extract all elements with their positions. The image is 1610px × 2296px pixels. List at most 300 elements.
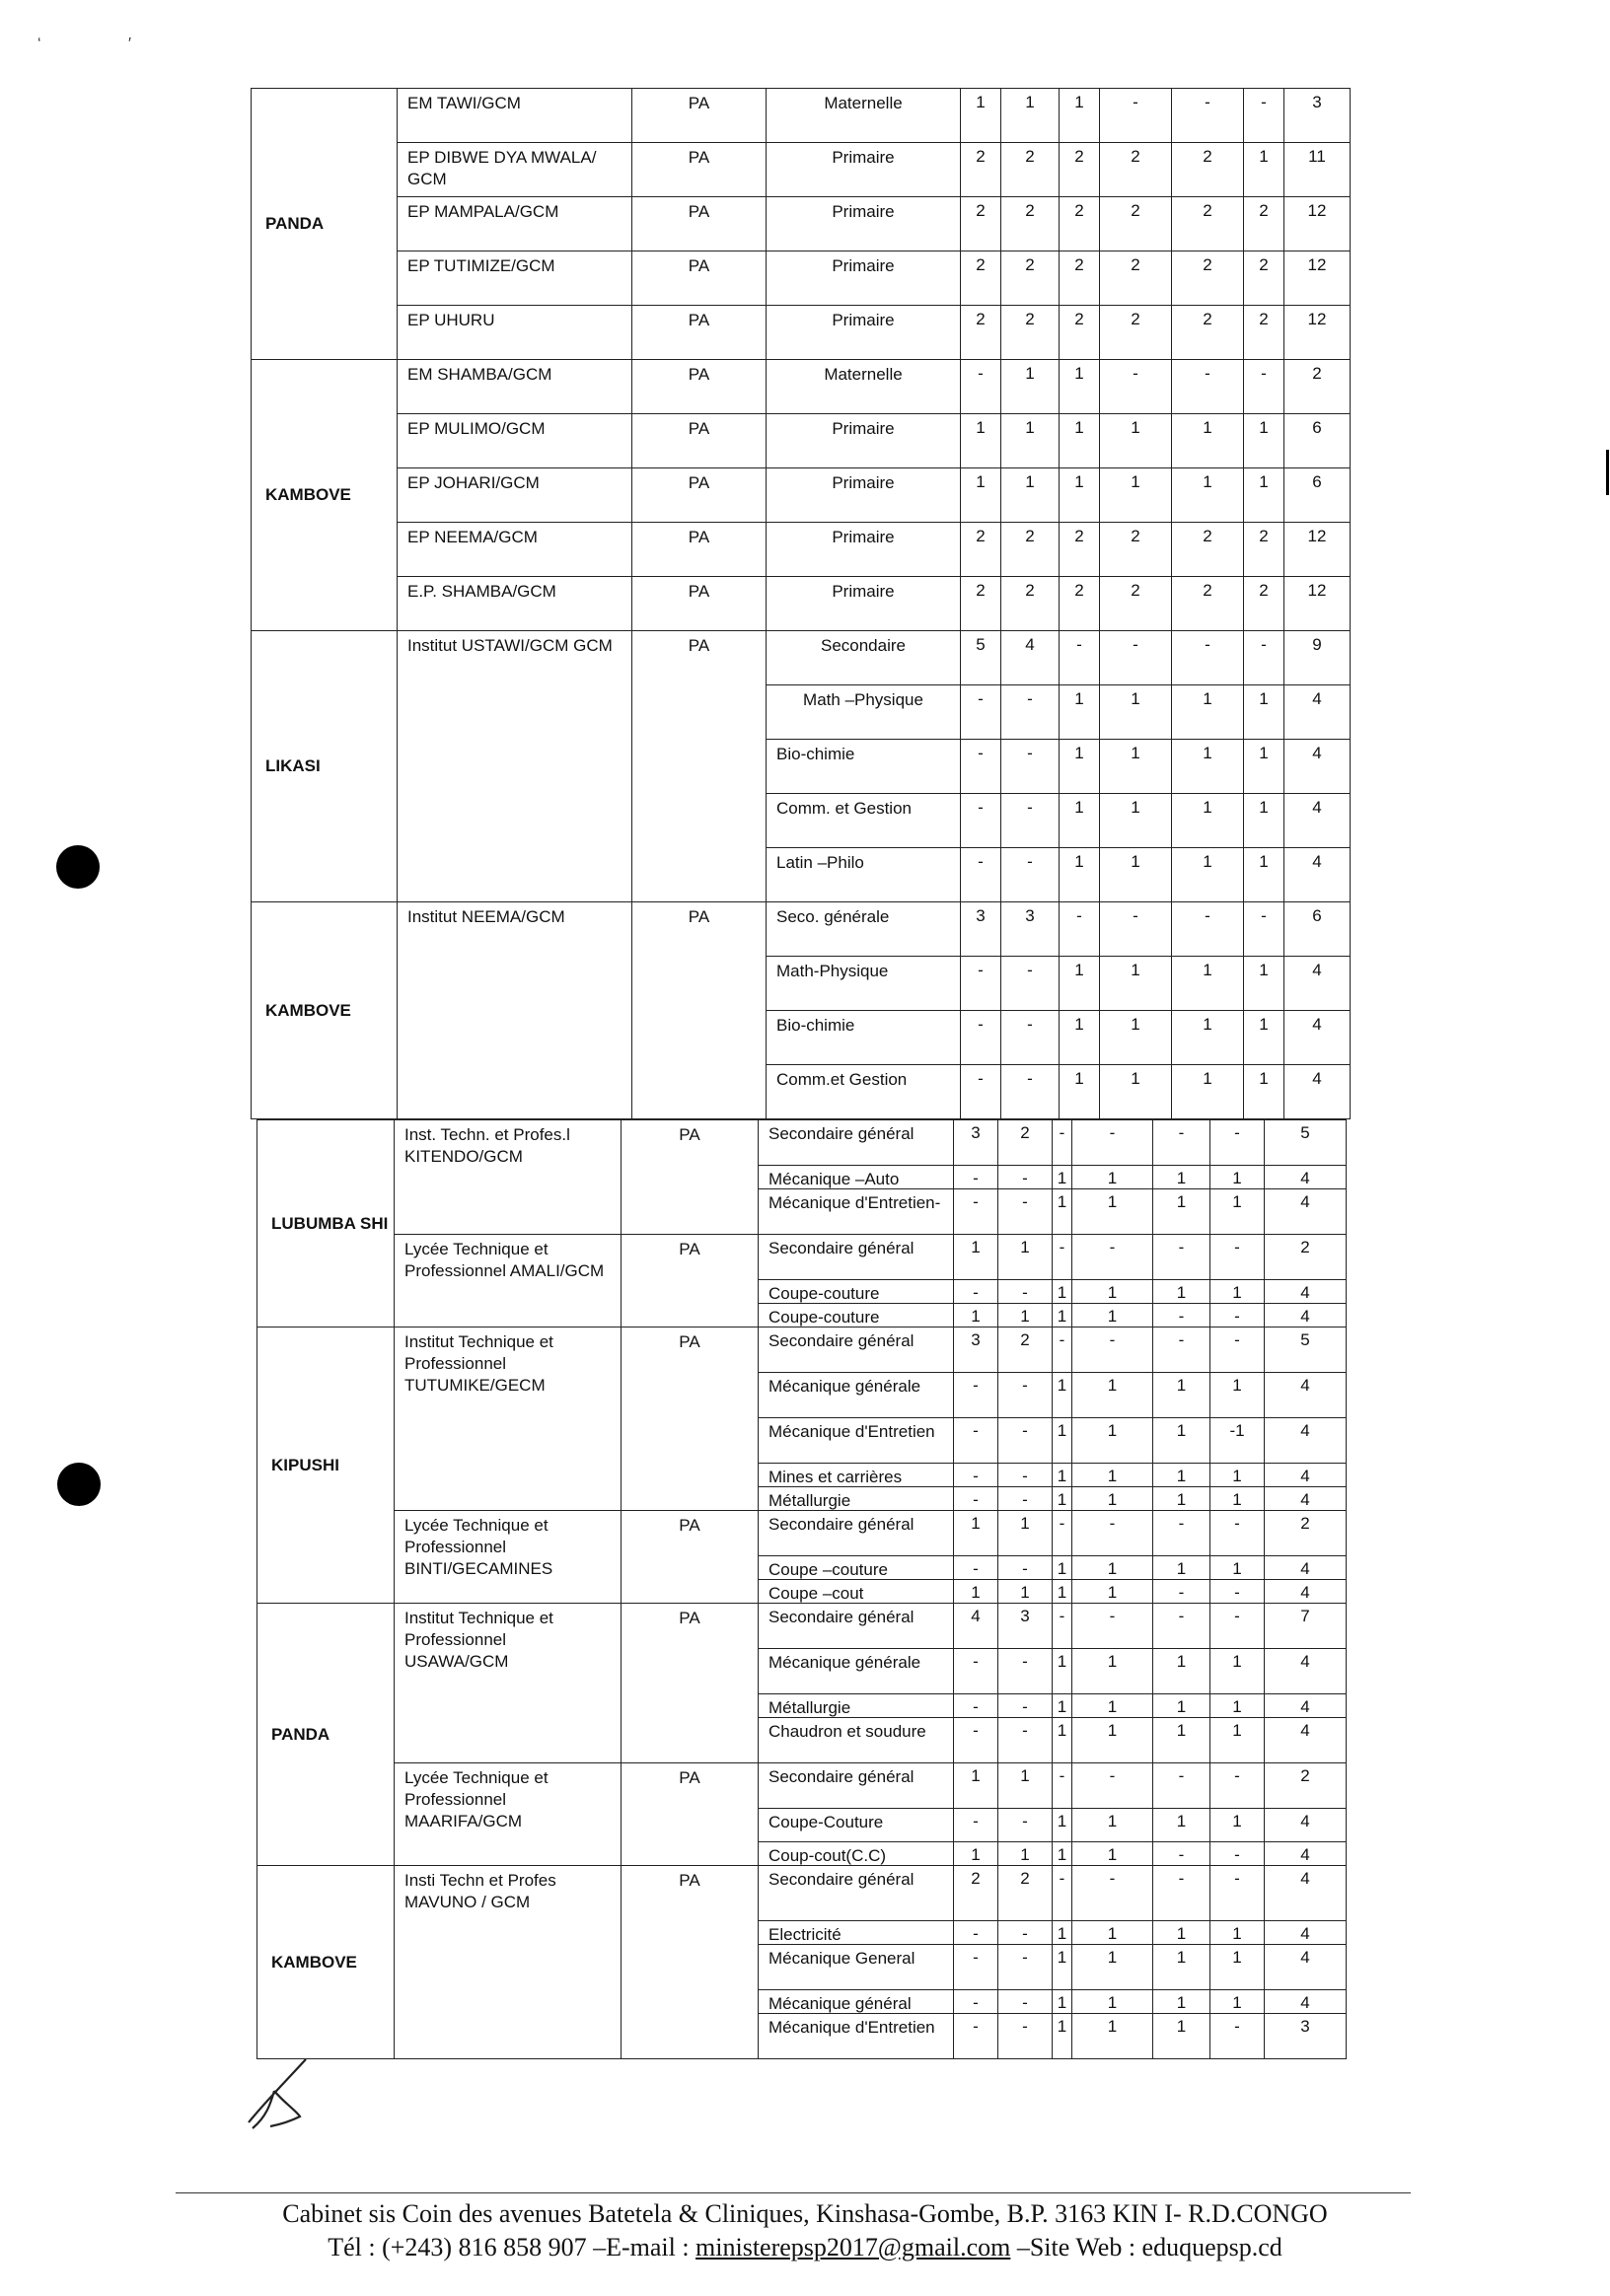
count-cell: 1 xyxy=(1153,2014,1210,2059)
table-row xyxy=(252,197,1351,251)
count-cell: 1 xyxy=(1060,468,1100,523)
count-cell: - xyxy=(998,1649,1053,1694)
count-cell: 1 xyxy=(1244,468,1284,523)
regime-cell: PA xyxy=(632,89,767,143)
count-cell: 1 xyxy=(1210,1694,1265,1718)
count-cell: 1 xyxy=(1072,1487,1153,1511)
count-cell: 1 xyxy=(1053,2014,1072,2059)
count-cell: - xyxy=(998,1945,1053,1990)
count-cell: 2 xyxy=(1100,577,1172,631)
count-cell: 4 xyxy=(1001,631,1060,685)
count-cell: 1 xyxy=(1210,1945,1265,1990)
count-cell: 6 xyxy=(1284,468,1351,523)
regime-cell: PA xyxy=(622,1604,759,1763)
count-cell: 2 xyxy=(1060,143,1100,197)
school-name-cell: Insti Techn et Profes MAVUNO / GCM xyxy=(395,1866,622,2059)
count-cell: 4 xyxy=(1265,1694,1347,1718)
table-row xyxy=(257,1235,1347,1280)
count-cell: - xyxy=(1244,360,1284,414)
count-cell: 2 xyxy=(1100,306,1172,360)
count-cell: - xyxy=(998,2014,1053,2059)
count-cell: 1 xyxy=(1072,1694,1153,1718)
count-cell: 2 xyxy=(961,306,1001,360)
count-cell: 1 xyxy=(1100,468,1172,523)
region-cell: KAMBOVE xyxy=(252,902,398,1119)
count-cell: 2 xyxy=(1001,143,1060,197)
count-cell: 1 xyxy=(1053,1487,1072,1511)
count-cell: 12 xyxy=(1284,306,1351,360)
count-cell: 1 xyxy=(961,89,1001,143)
count-cell: 1 xyxy=(1072,1718,1153,1763)
count-cell: - xyxy=(998,1990,1053,2014)
count-cell: - xyxy=(1001,957,1060,1011)
count-cell: 6 xyxy=(1284,414,1351,468)
count-cell: 4 xyxy=(1265,1990,1347,2014)
count-cell: 2 xyxy=(1265,1235,1347,1280)
count-cell: 1 xyxy=(1053,1556,1072,1580)
count-cell: - xyxy=(1053,1866,1072,1921)
school-name-cell: EP MAMPALA/GCM xyxy=(398,197,632,251)
count-cell: 1 xyxy=(998,1304,1053,1327)
count-cell: - xyxy=(998,1418,1053,1464)
count-cell: 1 xyxy=(1001,468,1060,523)
count-cell: - xyxy=(998,1921,1053,1945)
count-cell: 2 xyxy=(1244,197,1284,251)
count-cell: 1 xyxy=(1072,1373,1153,1418)
count-cell: 1 xyxy=(998,1580,1053,1604)
count-cell: 4 xyxy=(1265,1866,1347,1921)
scan-mark: ‘ xyxy=(37,36,41,52)
count-cell: 4 xyxy=(1284,794,1351,848)
count-cell: 6 xyxy=(1284,902,1351,957)
table-row xyxy=(257,1604,1347,1649)
regime-cell: PA xyxy=(632,577,767,631)
table-row xyxy=(252,360,1351,414)
scan-mark: ′ xyxy=(128,36,131,52)
count-cell: 3 xyxy=(1265,2014,1347,2059)
count-cell: 1 xyxy=(1060,1011,1100,1065)
count-cell: - xyxy=(954,1373,998,1418)
count-cell: 1 xyxy=(1244,685,1284,740)
count-cell: 1 xyxy=(1172,685,1244,740)
table-row xyxy=(252,577,1351,631)
count-cell: - xyxy=(1153,1580,1210,1604)
regime-cell: PA xyxy=(632,251,767,306)
section-cell: Primaire xyxy=(767,143,961,197)
count-cell: - xyxy=(1153,1842,1210,1866)
count-cell: 1 xyxy=(1001,414,1060,468)
count-cell: 1 xyxy=(1172,957,1244,1011)
count-cell: 1 xyxy=(1172,1011,1244,1065)
count-cell: 2 xyxy=(1100,143,1172,197)
table-row xyxy=(257,1866,1347,1921)
count-cell: 1 xyxy=(1053,1945,1072,1990)
count-cell: 1 xyxy=(1072,1842,1153,1866)
count-cell: 1 xyxy=(1072,2014,1153,2059)
count-cell: 1 xyxy=(1001,360,1060,414)
school-name-cell: EM TAWI/GCM xyxy=(398,89,632,143)
count-cell: - xyxy=(1210,1511,1265,1556)
count-cell: 1 xyxy=(1210,1921,1265,1945)
count-cell: - xyxy=(1072,1120,1153,1166)
regime-cell: PA xyxy=(632,414,767,468)
count-cell: - xyxy=(1053,1327,1072,1373)
section-cell: Chaudron et soudure xyxy=(759,1718,954,1763)
count-cell: - xyxy=(998,1556,1053,1580)
regime-cell: PA xyxy=(622,1327,759,1511)
count-cell: 1 xyxy=(1210,1280,1265,1304)
section-cell: Maternelle xyxy=(767,360,961,414)
regime-cell: PA xyxy=(632,468,767,523)
regime-cell: PA xyxy=(632,360,767,414)
count-cell: 2 xyxy=(1060,523,1100,577)
section-cell: Mécanique –Auto xyxy=(759,1166,954,1189)
count-cell: - xyxy=(1053,1120,1072,1166)
count-cell: 1 xyxy=(998,1842,1053,1866)
count-cell: 2 xyxy=(1100,251,1172,306)
section-cell: Secondaire général xyxy=(759,1327,954,1373)
section-cell: Math –Physique xyxy=(767,685,961,740)
count-cell: 1 xyxy=(1053,1464,1072,1487)
count-cell: - xyxy=(1172,631,1244,685)
section-cell: Primaire xyxy=(767,197,961,251)
count-cell: 1 xyxy=(1100,414,1172,468)
count-cell: - xyxy=(998,1694,1053,1718)
school-name-cell: EP JOHARI/GCM xyxy=(398,468,632,523)
count-cell: 3 xyxy=(998,1604,1053,1649)
count-cell: 2 xyxy=(1172,523,1244,577)
count-cell: - xyxy=(1210,1327,1265,1373)
count-cell: - xyxy=(954,1649,998,1694)
count-cell: 3 xyxy=(954,1327,998,1373)
count-cell: - xyxy=(961,794,1001,848)
count-cell: 2 xyxy=(1001,523,1060,577)
count-cell: 1 xyxy=(1153,1718,1210,1763)
count-cell: 2 xyxy=(1172,251,1244,306)
count-cell: 2 xyxy=(998,1120,1053,1166)
school-name-cell: EM SHAMBA/GCM xyxy=(398,360,632,414)
count-cell: 4 xyxy=(1265,1280,1347,1304)
region-cell: LIKASI xyxy=(252,631,398,902)
regime-cell: PA xyxy=(632,143,767,197)
count-cell: 2 xyxy=(954,1866,998,1921)
section-cell: Secondaire général xyxy=(759,1120,954,1166)
school-name-cell: Lycée Technique et Professionnel BINTI/GECAMINES xyxy=(395,1511,622,1604)
section-cell: Bio-chimie xyxy=(767,1011,961,1065)
count-cell: - xyxy=(1001,848,1060,902)
count-cell: - xyxy=(954,1990,998,2014)
count-cell: 1 xyxy=(1153,1418,1210,1464)
section-cell: Seco. générale xyxy=(767,902,961,957)
regime-cell: PA xyxy=(622,1511,759,1604)
count-cell: 2 xyxy=(1284,360,1351,414)
count-cell: 4 xyxy=(1265,1166,1347,1189)
count-cell: 1 xyxy=(1100,1065,1172,1119)
count-cell: 1 xyxy=(1072,1464,1153,1487)
count-cell: - xyxy=(954,1166,998,1189)
count-cell: 4 xyxy=(1284,685,1351,740)
count-cell: - xyxy=(954,1418,998,1464)
count-cell: 1 xyxy=(1244,957,1284,1011)
section-cell: Métallurgie xyxy=(759,1694,954,1718)
count-cell: 4 xyxy=(1265,1556,1347,1580)
count-cell: 1 xyxy=(961,468,1001,523)
count-cell: - xyxy=(961,360,1001,414)
count-cell: 12 xyxy=(1284,251,1351,306)
table-row xyxy=(257,1327,1347,1373)
section-cell: Coupe-couture xyxy=(759,1280,954,1304)
count-cell: 1 xyxy=(1072,1189,1153,1235)
count-cell: 4 xyxy=(1265,1649,1347,1694)
count-cell: - xyxy=(1053,1604,1072,1649)
count-cell: - xyxy=(1210,1866,1265,1921)
section-cell: Comm. et Gestion xyxy=(767,794,961,848)
count-cell: 1 xyxy=(1153,1809,1210,1842)
count-cell: - xyxy=(954,1945,998,1990)
count-cell: - xyxy=(1001,685,1060,740)
count-cell: 4 xyxy=(1265,1921,1347,1945)
regime-cell: PA xyxy=(632,197,767,251)
table-row xyxy=(252,306,1351,360)
count-cell: 2 xyxy=(1172,306,1244,360)
count-cell: - xyxy=(1210,1304,1265,1327)
footer-website: –Site Web : eduquepsp.cd xyxy=(1010,2233,1282,2261)
count-cell: 1 xyxy=(1053,1166,1072,1189)
region-cell: KAMBOVE xyxy=(252,360,398,631)
section-cell: Primaire xyxy=(767,523,961,577)
count-cell: 1 xyxy=(1100,740,1172,794)
count-cell: 7 xyxy=(1265,1604,1347,1649)
count-cell: - xyxy=(954,1556,998,1580)
schools-table-upper xyxy=(251,88,1351,1119)
count-cell: - xyxy=(998,1487,1053,1511)
section-cell: Secondaire xyxy=(767,631,961,685)
count-cell: - xyxy=(961,1065,1001,1119)
count-cell: 2 xyxy=(961,197,1001,251)
count-cell: 2 xyxy=(1244,577,1284,631)
regime-cell: PA xyxy=(632,631,767,902)
section-cell: Coupe –couture xyxy=(759,1556,954,1580)
table-row xyxy=(252,468,1351,523)
count-cell: 1 xyxy=(1100,794,1172,848)
count-cell: 1 xyxy=(1153,1649,1210,1694)
section-cell: Mécanique d'Entretien- xyxy=(759,1189,954,1235)
count-cell: 1 xyxy=(1060,957,1100,1011)
count-cell: - xyxy=(954,1809,998,1842)
region-cell: LUBUMBA SHI xyxy=(257,1120,395,1327)
count-cell: - xyxy=(1001,1011,1060,1065)
school-name-cell: EP NEEMA/GCM xyxy=(398,523,632,577)
count-cell: - xyxy=(1153,1235,1210,1280)
count-cell: 1 xyxy=(1244,1065,1284,1119)
count-cell: - xyxy=(1210,1763,1265,1809)
table-row xyxy=(252,89,1351,143)
count-cell: - xyxy=(1153,1604,1210,1649)
count-cell: 1 xyxy=(1100,1011,1172,1065)
count-cell: - xyxy=(1210,2014,1265,2059)
count-cell: 2 xyxy=(998,1327,1053,1373)
section-cell: Secondaire général xyxy=(759,1511,954,1556)
count-cell: - xyxy=(1153,1866,1210,1921)
footer-phone: Tél : (+243) 816 858 907 –E-mail : xyxy=(328,2233,696,2261)
count-cell: 12 xyxy=(1284,197,1351,251)
count-cell: 5 xyxy=(1265,1327,1347,1373)
count-cell: - xyxy=(998,1464,1053,1487)
count-cell: 1 xyxy=(1210,1990,1265,2014)
school-name-cell: Institut Technique et Professionnel TUTUMIKE/GECM xyxy=(395,1327,622,1511)
count-cell: 1 xyxy=(1210,1649,1265,1694)
count-cell: 4 xyxy=(1265,1373,1347,1418)
section-cell: Coupe-couture xyxy=(759,1304,954,1327)
school-name-cell: Institut USTAWI/GCM GCM xyxy=(398,631,632,902)
school-name-cell: EP MULIMO/GCM xyxy=(398,414,632,468)
section-cell: Coup-cout(C.C) xyxy=(759,1842,954,1866)
count-cell: - xyxy=(954,1921,998,1945)
section-cell: Métallurgie xyxy=(759,1487,954,1511)
section-cell: Mines et carrières xyxy=(759,1464,954,1487)
count-cell: 12 xyxy=(1284,577,1351,631)
count-cell: 1 xyxy=(1072,1649,1153,1694)
count-cell: 1 xyxy=(1060,685,1100,740)
footer-contacts xyxy=(0,2233,1610,2262)
count-cell: 1 xyxy=(1210,1373,1265,1418)
count-cell: 1 xyxy=(1210,1809,1265,1842)
count-cell: 1 xyxy=(1153,1373,1210,1418)
count-cell: 1 xyxy=(1210,1487,1265,1511)
count-cell: 4 xyxy=(1284,740,1351,794)
count-cell: - xyxy=(1153,1763,1210,1809)
count-cell: - xyxy=(1001,740,1060,794)
count-cell: 4 xyxy=(1265,1580,1347,1604)
count-cell: 1 xyxy=(1053,1990,1072,2014)
count-cell: - xyxy=(1153,1304,1210,1327)
table-row xyxy=(252,143,1351,197)
section-cell: Mécanique générale xyxy=(759,1373,954,1418)
count-cell: 1 xyxy=(1072,1556,1153,1580)
count-cell: 4 xyxy=(1265,1718,1347,1763)
count-cell: - xyxy=(1060,902,1100,957)
school-name-cell: EP TUTIMIZE/GCM xyxy=(398,251,632,306)
count-cell: 2 xyxy=(1060,577,1100,631)
count-cell: 1 xyxy=(1072,1580,1153,1604)
count-cell: 2 xyxy=(1060,251,1100,306)
count-cell: 5 xyxy=(1265,1120,1347,1166)
count-cell: - xyxy=(1100,360,1172,414)
count-cell: 2 xyxy=(1172,143,1244,197)
section-cell: Mécanique général xyxy=(759,1990,954,2014)
school-name-cell: Lycée Technique et Professionnel AMALI/GCM xyxy=(395,1235,622,1327)
count-cell: 2 xyxy=(1244,306,1284,360)
count-cell: - xyxy=(1210,1120,1265,1166)
table-row xyxy=(252,902,1351,957)
count-cell: 12 xyxy=(1284,523,1351,577)
count-cell: 1 xyxy=(1053,1304,1072,1327)
regime-cell: PA xyxy=(632,902,767,1119)
count-cell: 2 xyxy=(961,251,1001,306)
count-cell: 1 xyxy=(1100,848,1172,902)
section-cell: Maternelle xyxy=(767,89,961,143)
count-cell: 1 xyxy=(1060,794,1100,848)
region-cell: PANDA xyxy=(257,1604,395,1866)
count-cell: 2 xyxy=(961,143,1001,197)
count-cell: 1 xyxy=(1060,740,1100,794)
count-cell: 1 xyxy=(1053,1580,1072,1604)
count-cell: 1 xyxy=(1210,1718,1265,1763)
section-cell: Electricité xyxy=(759,1921,954,1945)
count-cell: - xyxy=(1244,631,1284,685)
section-cell: Latin –Philo xyxy=(767,848,961,902)
count-cell: 1 xyxy=(1172,1065,1244,1119)
count-cell: - xyxy=(1053,1763,1072,1809)
count-cell: 4 xyxy=(954,1604,998,1649)
count-cell: - xyxy=(961,957,1001,1011)
section-cell: Secondaire général xyxy=(759,1235,954,1280)
count-cell: 1 xyxy=(1060,360,1100,414)
count-cell: 1 xyxy=(1072,1418,1153,1464)
count-cell: 1 xyxy=(1072,1990,1153,2014)
count-cell: 4 xyxy=(1265,1487,1347,1511)
section-cell: Mécanique générale xyxy=(759,1649,954,1694)
count-cell: - xyxy=(961,685,1001,740)
count-cell: 2 xyxy=(1001,577,1060,631)
count-cell: 1 xyxy=(1072,1809,1153,1842)
regime-cell: PA xyxy=(622,1120,759,1235)
count-cell: 1 xyxy=(998,1511,1053,1556)
count-cell: 4 xyxy=(1284,1011,1351,1065)
section-cell: Primaire xyxy=(767,306,961,360)
count-cell: 1 xyxy=(954,1511,998,1556)
count-cell: 1 xyxy=(1244,414,1284,468)
count-cell: 2 xyxy=(961,523,1001,577)
count-cell: 1 xyxy=(1153,1189,1210,1235)
count-cell: - xyxy=(1100,89,1172,143)
count-cell: 4 xyxy=(1265,1945,1347,1990)
count-cell: - xyxy=(1153,1511,1210,1556)
count-cell: - xyxy=(1172,89,1244,143)
footer-email-link[interactable]: ministerepsp2017@gmail.com xyxy=(695,2233,1011,2261)
count-cell: - xyxy=(1153,1120,1210,1166)
table-row xyxy=(257,1511,1347,1556)
count-cell: 1 xyxy=(998,1763,1053,1809)
count-cell: 1 xyxy=(961,414,1001,468)
punch-hole xyxy=(57,1463,101,1506)
count-cell: 2 xyxy=(1100,197,1172,251)
count-cell: - xyxy=(1244,902,1284,957)
count-cell: - xyxy=(1053,1511,1072,1556)
footer-rule xyxy=(176,2192,1411,2193)
count-cell: - xyxy=(961,1011,1001,1065)
count-cell: - xyxy=(1210,1235,1265,1280)
count-cell: 1 xyxy=(1053,1694,1072,1718)
count-cell: 2 xyxy=(1172,577,1244,631)
count-cell: 1 xyxy=(1053,1842,1072,1866)
count-cell: 1 xyxy=(1153,1556,1210,1580)
table-row xyxy=(252,523,1351,577)
count-cell: 1 xyxy=(1100,685,1172,740)
count-cell: 1 xyxy=(1172,848,1244,902)
count-cell: 1 xyxy=(998,1235,1053,1280)
section-cell: Coupe –cout xyxy=(759,1580,954,1604)
count-cell: - xyxy=(1100,902,1172,957)
count-cell: - xyxy=(1210,1842,1265,1866)
count-cell: - xyxy=(954,1718,998,1763)
count-cell: - xyxy=(1210,1580,1265,1604)
count-cell: 1 xyxy=(1072,1304,1153,1327)
count-cell: 1 xyxy=(954,1304,998,1327)
count-cell: - xyxy=(1060,631,1100,685)
count-cell: - xyxy=(1244,89,1284,143)
count-cell: 4 xyxy=(1265,1842,1347,1866)
